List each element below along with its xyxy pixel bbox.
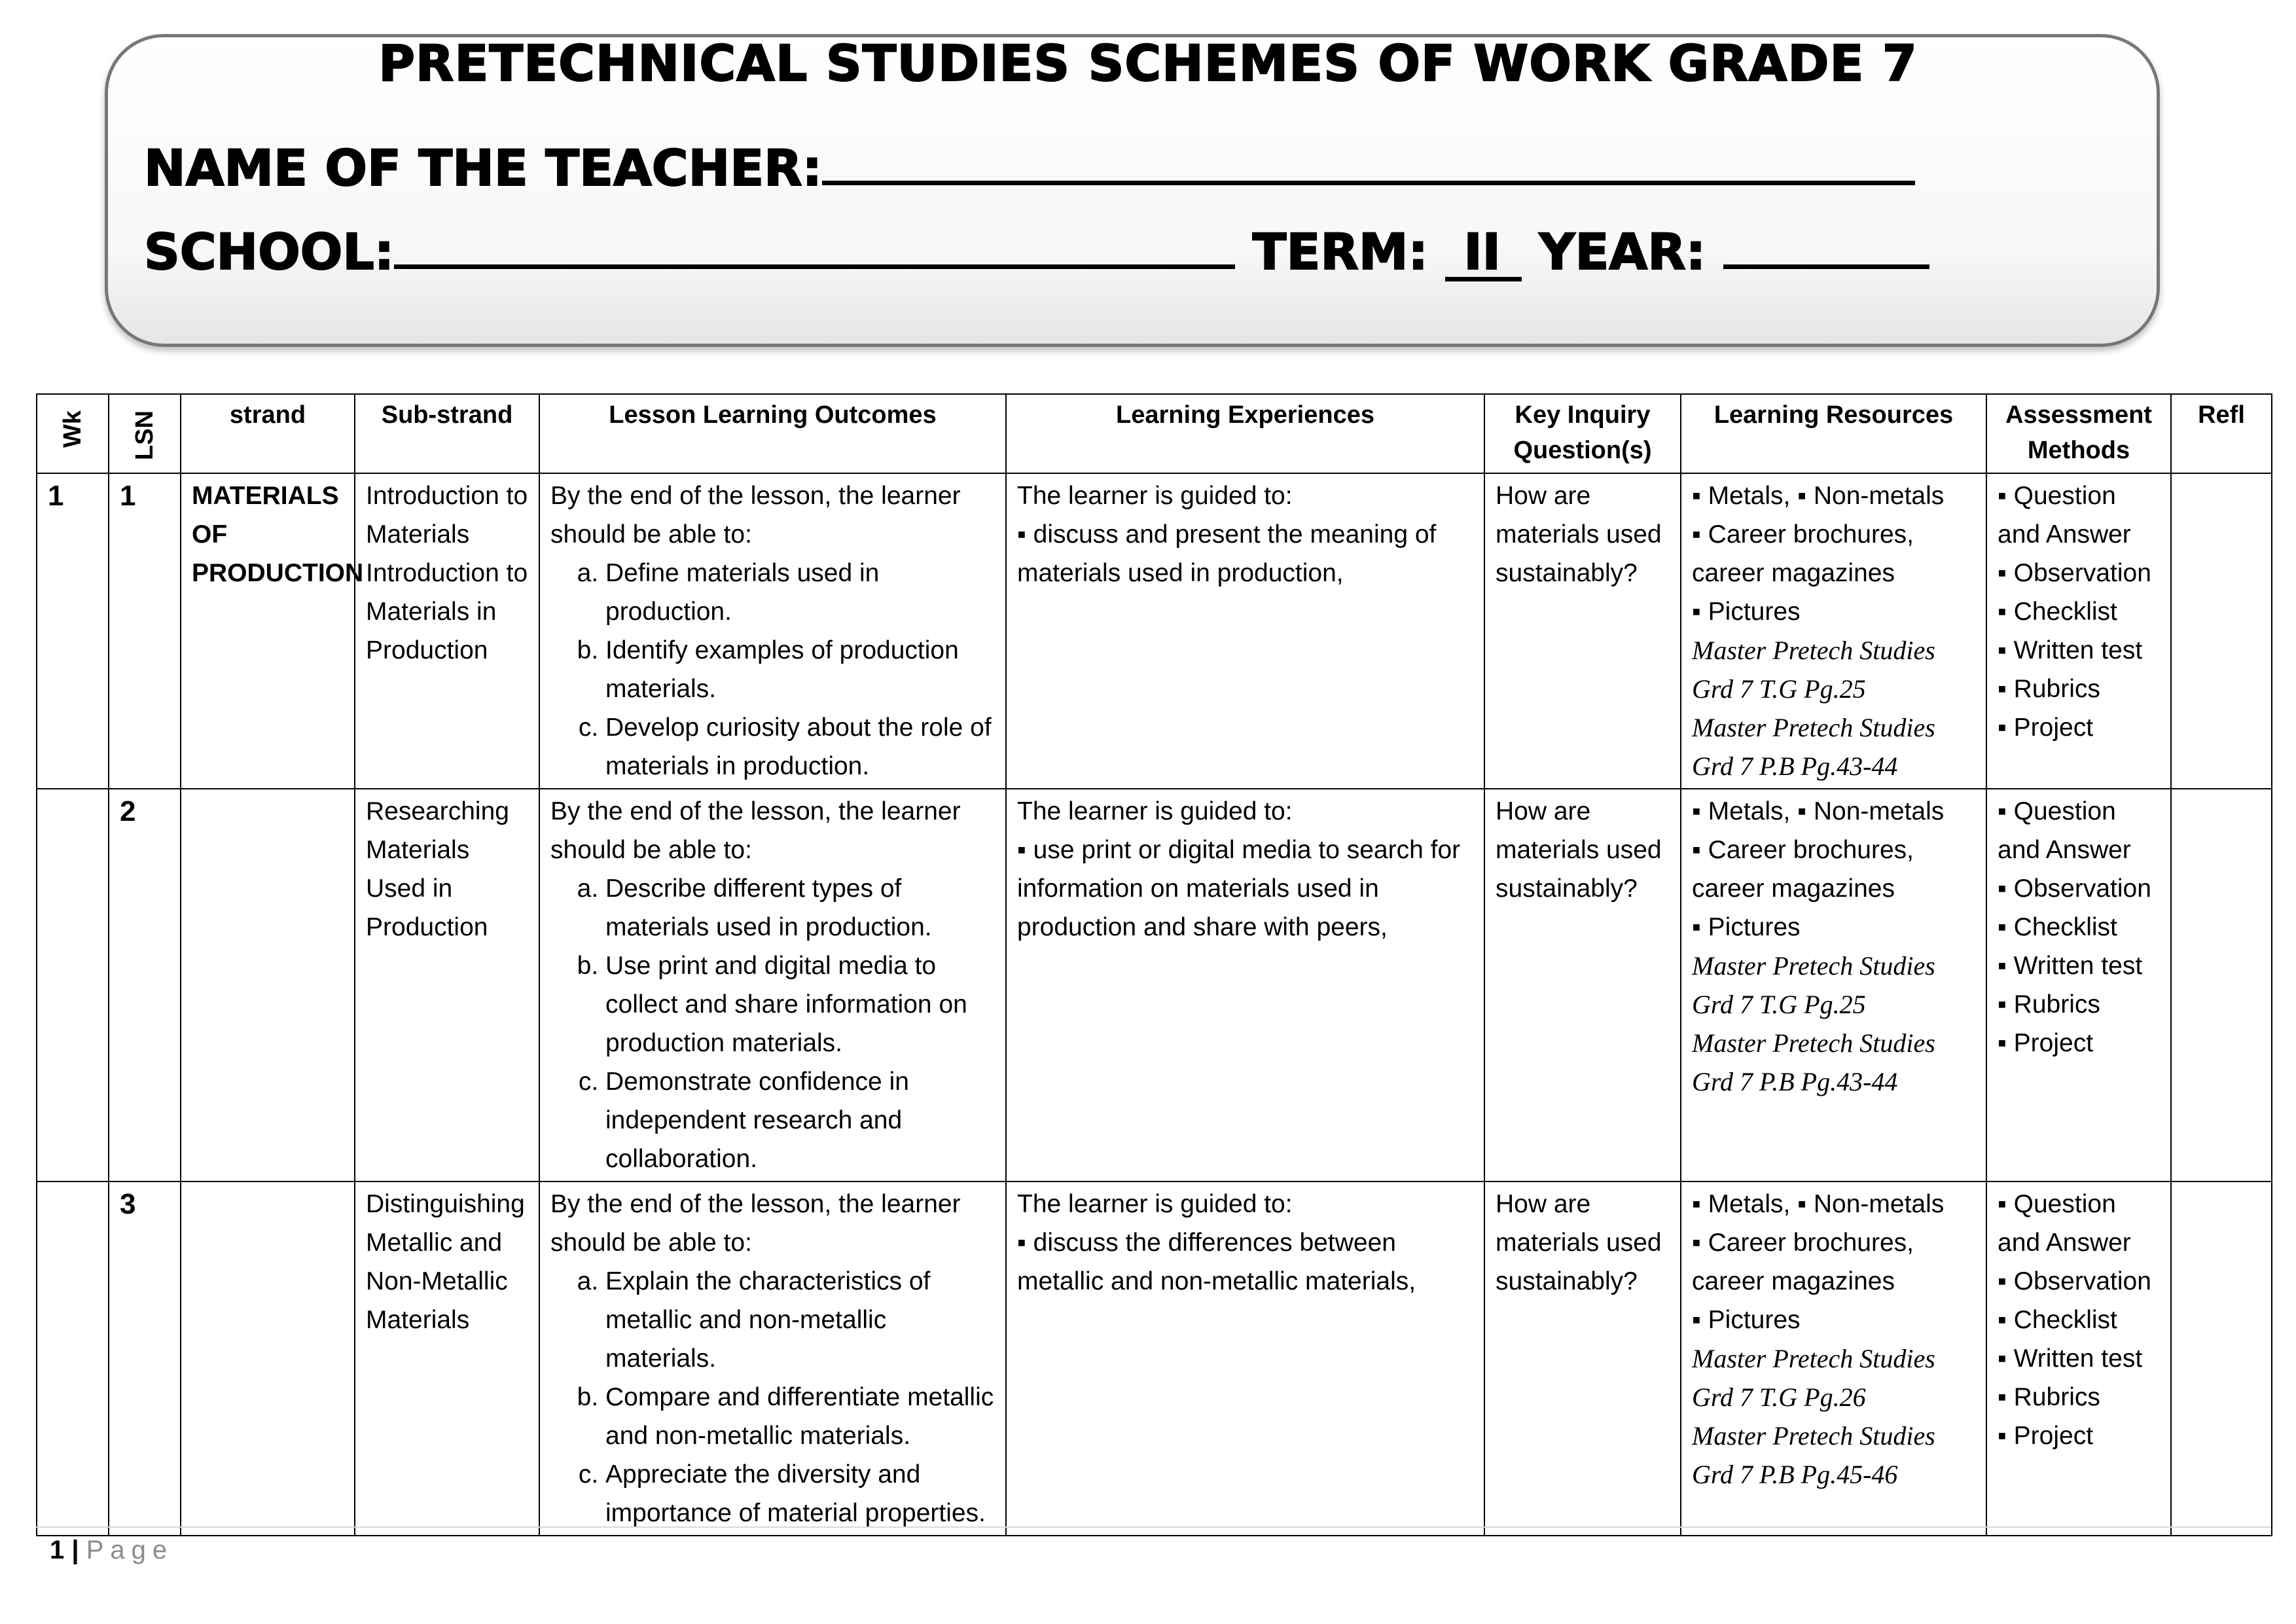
cell-week [37,789,109,1182]
cell-resources [1681,473,1986,789]
resource-reference: Master Pretech Studies Grd 7 P.B Pg.43-44 [1692,1028,1935,1096]
cell-assessment [1986,789,2171,1182]
assessment-item: ▪ Question and Answer [1998,797,2131,864]
cell-lesson: 2 [109,789,181,1182]
assessment-item: ▪ Project [1998,1422,2094,1450]
footer-separator: | [71,1536,79,1564]
outcome-item: a. Define materials used in production. [605,554,995,631]
assessment-item: ▪ Checklist [1998,1306,2117,1334]
resource-item: ▪ Pictures [1692,598,1801,626]
col-header-assessment: Assessment Methods [1986,394,2171,473]
cell-lesson: 1 [109,473,181,789]
outcome-item: c. Develop curiosity about the role of materials in production. [605,708,995,785]
cell-lesson: 3 [109,1182,181,1536]
teacher-line [144,137,1915,197]
cell-strand [181,1182,355,1536]
assessment-item: ▪ Project [1998,1029,2094,1057]
cell-experiences [1006,473,1484,789]
col-header-wk: Wk [37,394,109,473]
schemes-of-work-table [36,393,2272,1536]
col-header-lsn: LSN [109,394,181,473]
table-row [37,789,2272,1182]
resource-item: ▪ Metals, ▪ Non-metals [1692,1190,1945,1218]
term-value[interactable]: II [1445,227,1522,281]
cell-reflection[interactable] [2171,473,2272,789]
resource-item: ▪ Career brochures, career magazines [1692,1229,1914,1295]
outcomes-list [550,1262,995,1532]
school-term-year-line [144,221,1929,281]
year-label: YEAR: [1539,223,1706,281]
cell-assessment [1986,473,2171,789]
col-header-key-inquiry: Key Inquiry Question(s) [1484,394,1681,473]
resource-item: ▪ Career brochures, career magazines [1692,836,1914,903]
resource-reference: Master Pretech Studies Grd 7 T.G Pg.25 [1692,951,1935,1019]
outcome-item: b. Identify examples of production materials. [605,631,995,708]
table-header-row [37,394,2272,473]
outcome-item: a. Explain the characteristics of metallic and non-metallic materials. [605,1262,995,1378]
cell-resources [1681,1182,1986,1536]
col-header-experiences: Learning Experiences [1006,394,1484,473]
footer-divider [36,1526,2271,1528]
outcomes-intro: By the end of the lesson, the learner should be able to: [550,797,961,864]
outcomes-intro: By the end of the lesson, the learner should be able to: [550,1190,961,1257]
col-header-resources: Learning Resources [1681,394,1986,473]
resource-item: ▪ Metals, ▪ Non-metals [1692,482,1945,510]
resource-reference: Master Pretech Studies Grd 7 T.G Pg.26 [1692,1344,1935,1412]
assessment-item: ▪ Rubrics [1998,1383,2100,1411]
cell-substrand: Researching Materials Used in Production [355,789,539,1182]
experience-item: ▪ discuss the differences between metallic and non-metallic materials, [1017,1229,1416,1295]
page-word: Page [86,1536,174,1564]
outcomes-list [550,554,995,785]
outcome-item: b. Compare and differentiate metallic and non-metallic materials. [605,1378,995,1455]
cell-experiences [1006,789,1484,1182]
year-field[interactable] [1723,221,1929,269]
table-row [37,1182,2272,1536]
cell-key-inquiry: How are materials used sustainably? [1484,473,1681,789]
assessment-item: ▪ Rubrics [1998,675,2100,703]
outcome-item: c. Demonstrate confidence in independent research and collaboration. [605,1062,995,1178]
col-header-reflection: Refl [2171,394,2272,473]
assessment-item: ▪ Observation [1998,559,2151,587]
cell-key-inquiry: How are materials used sustainably? [1484,1182,1681,1536]
cell-outcomes [539,1182,1006,1536]
assessment-item: ▪ Observation [1998,1267,2151,1295]
cell-key-inquiry: How are materials used sustainably? [1484,789,1681,1182]
page-footer [50,1536,173,1565]
page-number: 1 [50,1536,65,1564]
assessment-item: ▪ Rubrics [1998,990,2100,1019]
assessment-item: ▪ Checklist [1998,913,2117,941]
assessment-item: ▪ Question and Answer [1998,1190,2131,1257]
assessment-item: ▪ Written test [1998,636,2143,664]
experiences-intro: The learner is guided to: [1017,1190,1293,1218]
assessment-item: ▪ Written test [1998,1344,2143,1373]
cell-strand [181,789,355,1182]
resource-reference: Master Pretech Studies Grd 7 T.G Pg.25 [1692,636,1935,704]
cell-week: 1 [37,473,109,789]
cell-reflection[interactable] [2171,1182,2272,1536]
assessment-item: ▪ Observation [1998,875,2151,903]
cell-strand: MATERIALS OF PRODUCTION [181,473,355,789]
resource-reference: Master Pretech Studies Grd 7 P.B Pg.45-46 [1692,1421,1935,1489]
experience-item: ▪ use print or digital media to search for information on materials used in production and share with peers, [1017,836,1461,941]
experiences-intro: The learner is guided to: [1017,797,1293,825]
cell-outcomes [539,789,1006,1182]
experience-item: ▪ discuss and present the meaning of materials used in production, [1017,520,1437,587]
outcomes-intro: By the end of the lesson, the learner should be able to: [550,482,961,549]
term-label: TERM: [1252,223,1428,281]
experiences-intro: The learner is guided to: [1017,482,1293,510]
cell-week [37,1182,109,1536]
col-header-strand: strand [181,394,355,473]
resource-item: ▪ Pictures [1692,1306,1801,1334]
col-header-substrand: Sub-strand [355,394,539,473]
school-label: SCHOOL: [144,223,395,281]
cell-experiences [1006,1182,1484,1536]
assessment-item: ▪ Checklist [1998,598,2117,626]
document-title: PRETECHNICAL STUDIES SCHEMES OF WORK GRADE 7 [378,34,1918,92]
school-name-field[interactable] [394,221,1235,269]
cell-substrand: Distinguishing Metallic and Non-Metallic Materials [355,1182,539,1536]
table-row [37,473,2272,789]
outcomes-list [550,869,995,1178]
teacher-label: NAME OF THE TEACHER: [144,139,823,197]
col-header-outcomes: Lesson Learning Outcomes [539,394,1006,473]
resource-item: ▪ Career brochures, career magazines [1692,520,1914,587]
cell-outcomes [539,473,1006,789]
cell-assessment [1986,1182,2171,1536]
assessment-item: ▪ Written test [1998,952,2143,980]
resource-item: ▪ Metals, ▪ Non-metals [1692,797,1945,825]
assessment-item: ▪ Project [1998,713,2094,742]
resource-reference: Master Pretech Studies Grd 7 P.B Pg.43-44 [1692,713,1935,781]
teacher-name-field[interactable] [822,137,1915,185]
outcome-item: c. Appreciate the diversity and importance of material properties. [605,1455,995,1532]
outcome-item: b. Use print and digital media to collect and share information on production materials. [605,947,995,1062]
cell-substrand: Introduction to Materials Introduction to Materials in Production [355,473,539,789]
cell-reflection[interactable] [2171,789,2272,1182]
cell-resources [1681,789,1986,1182]
resource-item: ▪ Pictures [1692,913,1801,941]
assessment-item: ▪ Question and Answer [1998,482,2131,549]
outcome-item: a. Describe different types of materials used in production. [605,869,995,947]
